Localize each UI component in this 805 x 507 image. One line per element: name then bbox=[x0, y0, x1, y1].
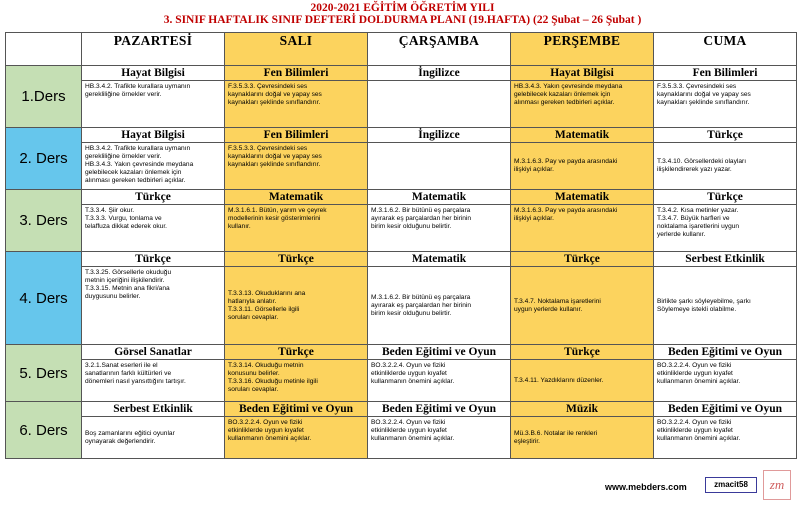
lesson-row bbox=[6, 252, 797, 345]
outcome-text bbox=[368, 81, 510, 127]
lesson-label: 6. Ders bbox=[6, 402, 82, 459]
schedule-cell bbox=[654, 252, 797, 345]
corner-cell bbox=[6, 33, 82, 66]
outcome-text: BO.3.2.2.4. Oyun ve fiziki etkinliklerde uygun kıyafet kullanmanın önemini açıklar. bbox=[657, 362, 741, 385]
outcome-text: T.3.4.11. Yazdıklarını düzenler. bbox=[514, 376, 604, 384]
subject-name: Beden Eğitimi ve Oyun bbox=[225, 402, 367, 417]
outcome-text: M.3.1.6.1. Bütün, yarım ve çeyrek modellerinin kesir gösterimlerini kullanır. bbox=[228, 207, 327, 230]
subject-name: Türkçe bbox=[654, 128, 796, 143]
lesson-row bbox=[6, 128, 797, 190]
subject-name: Türkçe bbox=[82, 252, 224, 267]
schedule-cell bbox=[511, 252, 654, 345]
outcome-text: T.3.3.4. Şiir okur. T.3.3.3. Vurgu, tonlama ve telaffuza dikkat ederek okur. bbox=[85, 207, 167, 230]
schedule-cell bbox=[82, 66, 225, 128]
subject-name: İngilizce bbox=[368, 66, 510, 81]
day-header: PAZARTESİ bbox=[82, 33, 225, 66]
outcome-text: M.3.1.6.3. Pay ve payda arasındaki ilişkiyi açıklar. bbox=[514, 158, 618, 173]
author-badge: zmacit58 bbox=[705, 477, 757, 493]
outcome-text: T.3.4.7. Noktalama işaretlerini uygun yerlerde kullanır. bbox=[514, 297, 601, 313]
lesson-label: 2. Ders bbox=[6, 128, 82, 190]
outcome-text: T.3.3.14. Okuduğu metnin konusunu belirler. T.3.3.16. Okuduğu metinle ilgili soruları cevaplar. bbox=[228, 362, 318, 393]
subject-name: Serbest Etkinlik bbox=[82, 402, 224, 417]
outcome-text: HB.3.4.3. Yakın çevresinde meydana gelebilecek kazaları önlemek için alınması gereken tedbirleri açıklar. bbox=[514, 83, 623, 106]
schedule-cell bbox=[511, 190, 654, 252]
schedule-cell bbox=[654, 128, 797, 190]
schedule-cell bbox=[82, 345, 225, 402]
header-row bbox=[6, 33, 797, 66]
subject-name: İngilizce bbox=[368, 128, 510, 143]
outcome-text: T.3.3.25. Görsellerle okuduğu metnin içeriğini ilişkilendirir. T.3.3.15. Metnin ana fikri/ana duygusunu belirler. bbox=[85, 269, 172, 300]
schedule-cell bbox=[511, 128, 654, 190]
outcome-text: BO.3.2.2.4. Oyun ve fiziki etkinliklerde uygun kıyafet kullanmanın önemini açıklar. bbox=[228, 419, 312, 442]
schedule-cell bbox=[368, 66, 511, 128]
subject-name: Müzik bbox=[511, 402, 653, 417]
subject-name: Beden Eğitimi ve Oyun bbox=[368, 345, 510, 360]
outcome-text: Boş zamanlarını eğitici oyunlar oynayarak değerlendirir. bbox=[85, 429, 175, 445]
outcome-text: HB.3.4.2. Trafikte kurallara uymanın gerekliliğine örnekler verir. bbox=[85, 83, 191, 98]
subject-name: Fen Bilimleri bbox=[654, 66, 796, 81]
schedule-cell bbox=[225, 66, 368, 128]
outcome-text: F.3.5.3.3. Çevresindeki ses kaynaklarını doğal ve yapay ses kaynakları şeklinde sınıflandırır. bbox=[657, 83, 751, 106]
day-header: ÇARŞAMBA bbox=[368, 33, 511, 66]
schedule-cell bbox=[654, 402, 797, 459]
outcome-text: T.3.4.10. Görsellerdeki olayları ilişkilendirerek yazı yazar. bbox=[657, 158, 747, 173]
schedule-cell bbox=[368, 128, 511, 190]
outcome-text: BO.3.2.2.4. Oyun ve fiziki etkinliklerde uygun kıyafet kullanmanın önemini açıklar. bbox=[371, 362, 455, 385]
outcome-text: F.3.5.3.3. Çevresindeki ses kaynaklarını doğal ve yapay ses kaynakları şeklinde sınıflandırır. bbox=[228, 145, 322, 168]
lesson-row bbox=[6, 345, 797, 402]
schedule-cell bbox=[511, 402, 654, 459]
subject-name: Türkçe bbox=[511, 345, 653, 360]
outcome-text: BO.3.2.2.4. Oyun ve fiziki etkinliklerde uygun kıyafet kullanmanın önemini açıklar. bbox=[371, 419, 455, 442]
lesson-label: 1.Ders bbox=[6, 66, 82, 128]
subject-name: Türkçe bbox=[654, 190, 796, 205]
day-header: SALI bbox=[225, 33, 368, 66]
subject-name: Hayat Bilgisi bbox=[82, 66, 224, 81]
schedule-cell bbox=[368, 345, 511, 402]
title-plan: 3. SINIF HAFTALIK SINIF DEFTERİ DOLDURMA PLANI (19.HAFTA) (22 Şubat – 26 Şubat ) bbox=[163, 14, 642, 26]
subject-name: Fen Bilimleri bbox=[225, 66, 367, 81]
outcome-text: Birlikte şarkı söyleyebilme, şarkı Söylemeye istekli olabilme. bbox=[657, 297, 751, 313]
schedule-cell bbox=[654, 66, 797, 128]
schedule-cell bbox=[225, 345, 368, 402]
outcome-text: T.3.4.2. Kısa metinler yazar. T.3.4.7. Büyük harfleri ve noktalama işaretlerini uygun yerlerde kullanır. bbox=[657, 207, 740, 238]
subject-name: Beden Eğitimi ve Oyun bbox=[654, 345, 796, 360]
outcome-text: M.3.1.6.3. Pay ve payda arasındaki ilişkiyi açıklar. bbox=[514, 207, 618, 222]
schedule-cell bbox=[368, 190, 511, 252]
lesson-row bbox=[6, 402, 797, 459]
schedule-cell bbox=[225, 252, 368, 345]
lesson-label: 4. Ders bbox=[6, 252, 82, 345]
subject-name: Matematik bbox=[368, 252, 510, 267]
outcome-text: HB.3.4.2. Trafikte kurallara uymanın gerekliliğine örnekler verir. HB.3.4.3. Yakın çevresinde meydana gelebilecek kazaları önlemek için alınması gereken tedbirleri açıklar. bbox=[85, 145, 194, 184]
subject-name: Matematik bbox=[368, 190, 510, 205]
footer-url: www.mebders.com bbox=[605, 482, 687, 492]
title-year: 2020-2021 EĞİTİM ÖĞRETİM YILI bbox=[310, 2, 495, 14]
subject-name: Türkçe bbox=[225, 252, 367, 267]
schedule-cell bbox=[654, 345, 797, 402]
outcome-text: M.3.1.6.2. Bir bütünü eş parçalara ayırarak eş parçalardan her birinin birim kesir olduğunu belirtir. bbox=[371, 293, 472, 317]
schedule-cell bbox=[225, 128, 368, 190]
outcome-text: 3.2.1.Sanat eserleri ile el sanatlarının farklı kültürleri ve dönemleri nasıl yansıttığını tartışır. bbox=[85, 362, 186, 385]
schedule-cell bbox=[225, 190, 368, 252]
subject-name: Hayat Bilgisi bbox=[511, 66, 653, 81]
subject-name: Matematik bbox=[511, 190, 653, 205]
schedule-cell bbox=[368, 252, 511, 345]
schedule-cell bbox=[82, 128, 225, 190]
lesson-label: 5. Ders bbox=[6, 345, 82, 402]
subject-name: Türkçe bbox=[511, 252, 653, 267]
outcome-text bbox=[368, 143, 510, 189]
subject-name: Türkçe bbox=[82, 190, 224, 205]
day-header: PERŞEMBE bbox=[511, 33, 654, 66]
schedule-cell bbox=[511, 345, 654, 402]
lesson-row bbox=[6, 190, 797, 252]
schedule-cell bbox=[82, 402, 225, 459]
schedule-cell bbox=[225, 402, 368, 459]
subject-name: Serbest Etkinlik bbox=[654, 252, 796, 267]
schedule-cell bbox=[368, 402, 511, 459]
subject-name: Beden Eğitimi ve Oyun bbox=[654, 402, 796, 417]
outcome-text: F.3.5.3.3. Çevresindeki ses kaynaklarını doğal ve yapay ses kaynakları şeklinde sınıflandırır. bbox=[228, 83, 322, 106]
day-header: CUMA bbox=[654, 33, 797, 66]
subject-name: Fen Bilimleri bbox=[225, 128, 367, 143]
subject-name: Beden Eğitimi ve Oyun bbox=[368, 402, 510, 417]
schedule-cell bbox=[511, 66, 654, 128]
outcome-text: T.3.3.13. Okuduklarını ana hatlarıyla anlatır. T.3.3.11. Görsellerle ilgili soruları cevaplar. bbox=[228, 289, 306, 321]
lesson-label: 3. Ders bbox=[6, 190, 82, 252]
outcome-text: M.3.1.6.2. Bir bütünü eş parçalara ayırarak eş parçalardan her birinin birim kesir olduğunu belirtir. bbox=[371, 207, 472, 230]
schedule-cell bbox=[654, 190, 797, 252]
logo-icon: zm bbox=[763, 470, 791, 500]
schedule-cell bbox=[82, 190, 225, 252]
outcome-text: Mü.3.B.6. Notalar ile renkleri eşleştirir. bbox=[514, 429, 598, 445]
lesson-row bbox=[6, 66, 797, 128]
weekly-plan-table bbox=[5, 32, 797, 459]
subject-name: Matematik bbox=[511, 128, 653, 143]
subject-name: Hayat Bilgisi bbox=[82, 128, 224, 143]
subject-name: Türkçe bbox=[225, 345, 367, 360]
outcome-text: BO.3.2.2.4. Oyun ve fiziki etkinliklerde uygun kıyafet kullanmanın önemini açıklar. bbox=[657, 419, 741, 442]
schedule-cell bbox=[82, 252, 225, 345]
subject-name: Matematik bbox=[225, 190, 367, 205]
subject-name: Görsel Sanatlar bbox=[82, 345, 224, 360]
